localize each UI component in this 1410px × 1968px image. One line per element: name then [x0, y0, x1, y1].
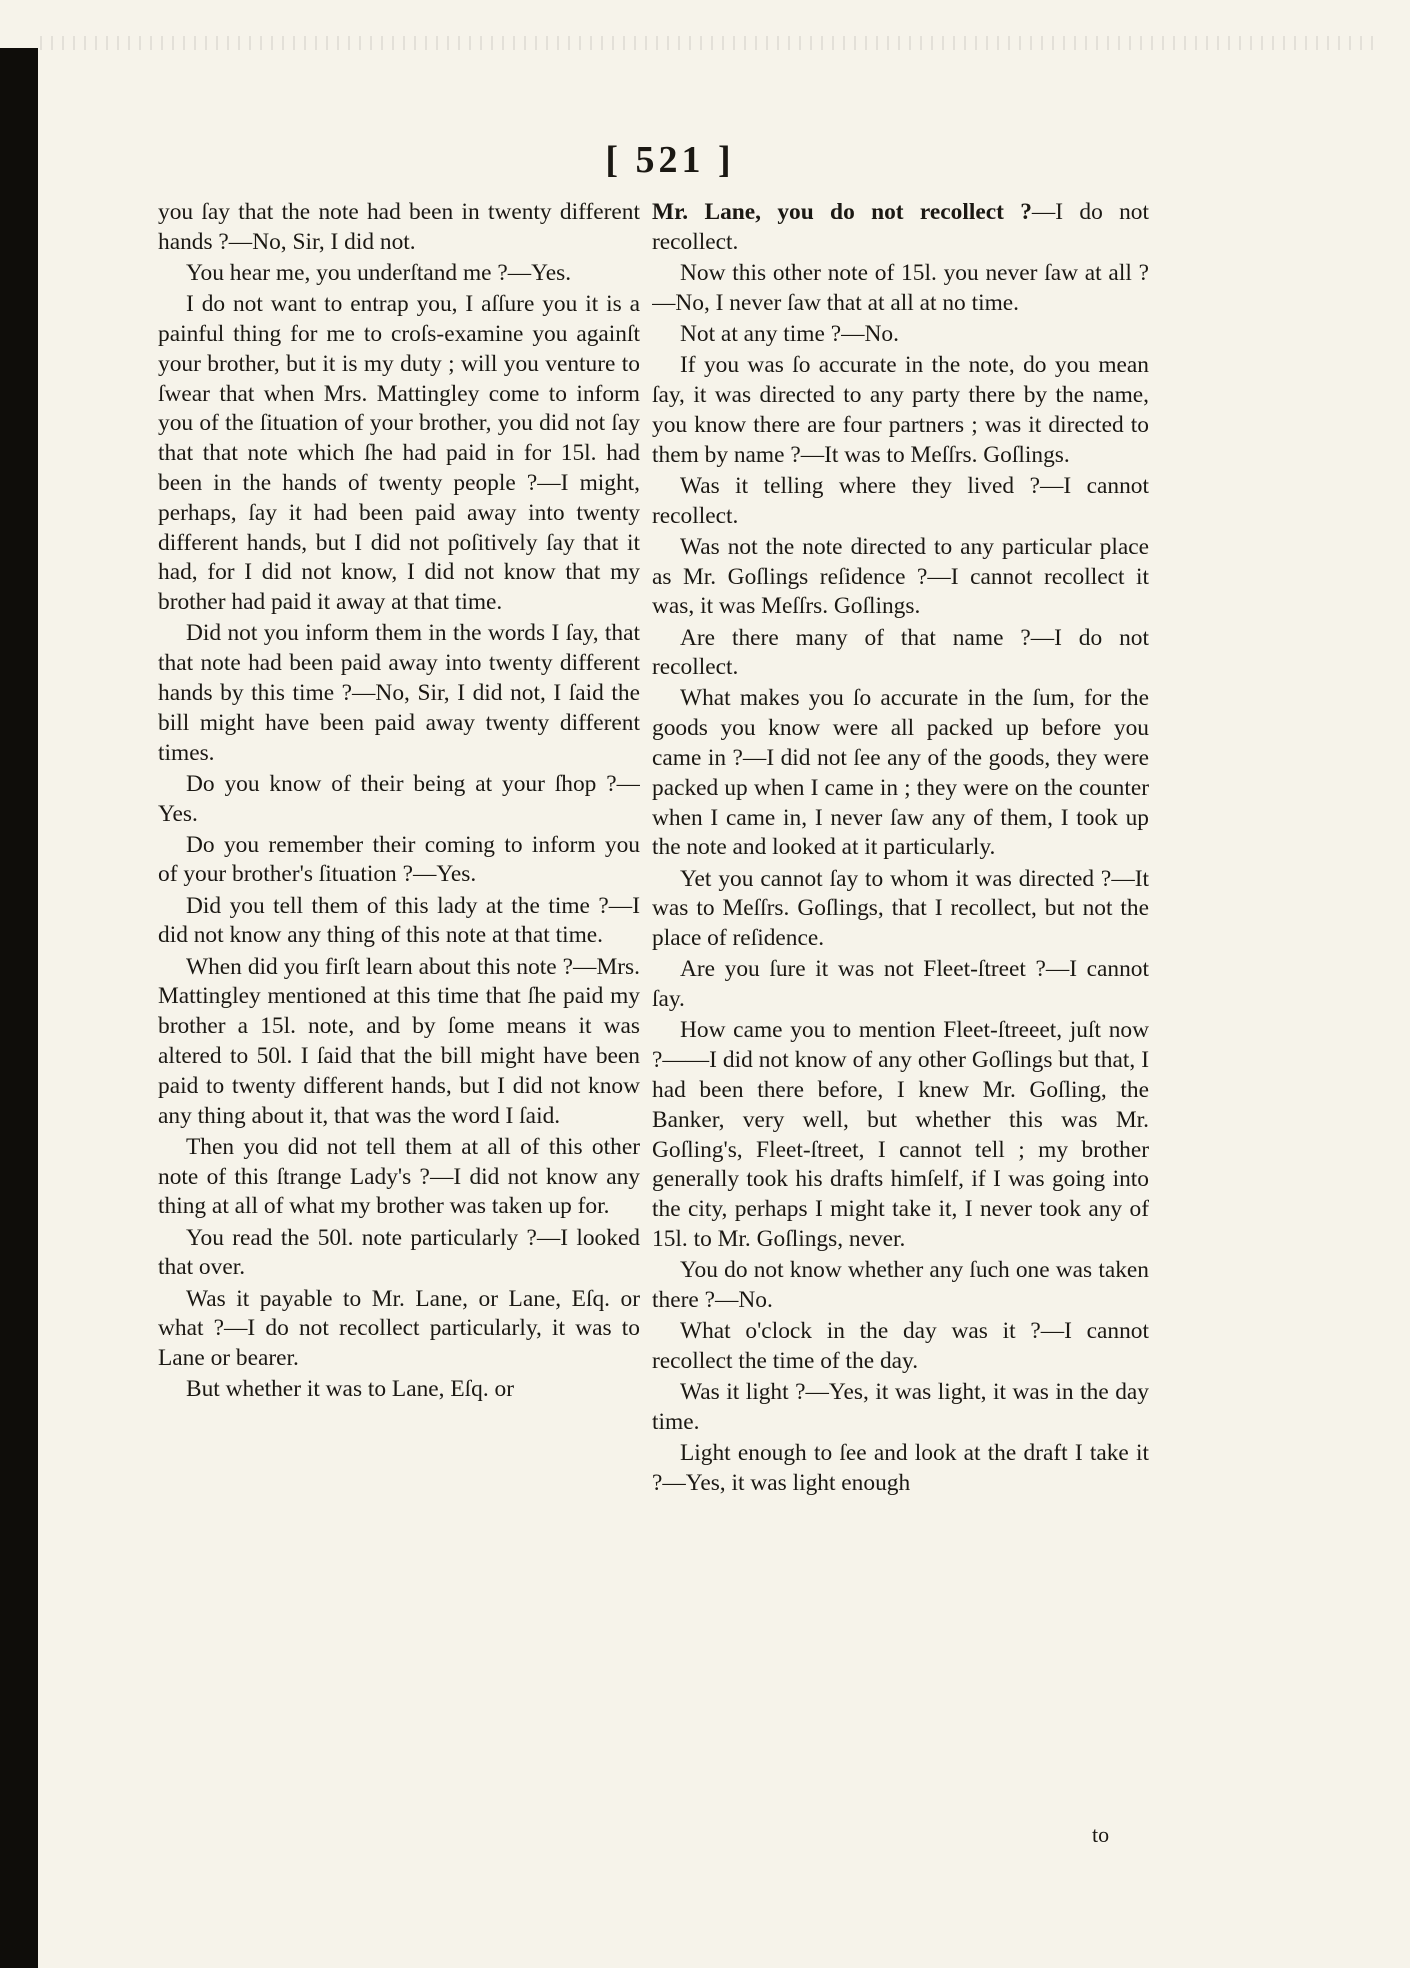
page-number-header: [ 521 ] [605, 139, 735, 181]
scan-noise [40, 36, 1380, 50]
right_column-paragraph: What makes you ſo accurate in the ſum, for the goods you know were all packed up before you came in ?—I did not ſee any of the goods, they were packed up when I came in ; they were on the counter when I came in, I never ſaw any of them, I took up the note and looked at it particularly. [652, 685, 1149, 861]
left_column-paragraph: Did not you inform them in the words I ſay, that that note had been paid away into twenty different hands by this time ?—No, Sir, I did not, I ſaid the bill might have been paid away twenty different times. [158, 620, 640, 766]
right_column-paragraph: Yet you cannot ſay to whom it was directed ?—It was to Meſſrs. Goſlings, that I recollect, but not the place of reſidence. [652, 865, 1149, 952]
right_column-paragraph: If you was ſo accurate in the note, do you mean ſay, it was directed to any party there by the name, you know there are four partners ; was it directed to them by name ?—It was to Meſſrs. Goſlings. [652, 352, 1149, 468]
left_column-paragraph: When did you firſt learn about this note ?—Mrs. Mattingley mentioned at this time that ſhe paid my brother a 15l. note, and by ſome means it was altered to 50l. I ſaid that the bill might have been paid to twenty different hands, but I did not know any thing about it, that was the word I ſaid. [158, 953, 640, 1129]
binding-shadow [0, 48, 38, 1968]
left_column-paragraph: Do you remember their coming to inform you of your brother's ſituation ?—Yes. [158, 831, 640, 888]
right_column-paragraph: Was it telling where they lived ?—I cannot recollect. [652, 472, 1149, 529]
left-text-column [158, 198, 640, 1888]
right_column-paragraph: How came you to mention Fleet-ſtreeet, juſt now ?——I did not know of any other Goſlings but that, I had been there before, I knew Mr. Goſling, the Banker, very well, but whether this was Mr. Goſling's, Fleet-ſtreet, I cannot tell ; my brother generally took his drafts himſelf, if I was going into the city, perhaps I might take it, I never took any of 15l. to Mr. Goſlings, never. [652, 1017, 1149, 1252]
left_column-paragraph: You read the 50l. note particularly ?—I looked that over. [158, 1224, 640, 1281]
right_column-paragraph: Are there many of that name ?—I do not recollect. [652, 624, 1149, 681]
right_column-paragraph: Was not the note directed to any particular place as Mr. Goſlings reſidence ?—I cannot recollect it was, it was Meſſrs. Goſlings. [652, 533, 1149, 620]
left_column-paragraph: Did you tell them of this lady at the time ?—I did not know any thing of this note at that time. [158, 892, 640, 949]
bold-lead: Mr. Lane, you do not recollect ? [652, 199, 1032, 225]
left_column-paragraph: But whether it was to Lane, Eſq. or [186, 1376, 515, 1403]
left_column-paragraph: Do you know of their being at your ſhop ?—Yes. [158, 770, 640, 827]
right_column-paragraph: Light enough to ſee and look at the draft I take it ?—Yes, it was light enough [652, 1440, 1149, 1496]
left_column-paragraph: I do not want to entrap you, I aſſure you it is a painful thing for me to croſs-examine you againſt your brother, but it is my duty ; will you venture to ſwear that when Mrs. Mattingley come to inform you of the ſituation of your brother, you did not ſay that that note which ſhe had paid in for 15l. had been in the hands of twenty people ?—I might, perhaps, ſay it had been paid away into twenty different hands, but I did not poſitively ſay that it had, for I did not know, I did not know that my brother had paid it away at that time. [158, 291, 640, 616]
right_column-paragraph: Are you ſure it was not Fleet-ſtreet ?—I cannot ſay. [652, 956, 1149, 1013]
right_column-paragraph: Was it light ?—Yes, it was light, it was in the day time. [652, 1379, 1149, 1435]
right_column-paragraph: You do not know whether any ſuch one was taken there ?—No. [652, 1257, 1149, 1313]
left_column-paragraph: Then you did not tell them at all of this other note of this ſtrange Lady's ?—I did not know any thing at all of what my brother was taken up for. [158, 1133, 640, 1220]
left_column-paragraph: You hear me, you underſtand me ?—Yes. [186, 259, 572, 286]
right_column-paragraph: What o'clock in the day was it ?—I cannot recollect the time of the day. [652, 1318, 1149, 1374]
right_column-paragraph: Mr. Lane, you do not recollect ?—I do not recollect. [652, 199, 1149, 255]
right-text-column [652, 198, 1149, 1888]
left_column-paragraph: Was it payable to Mr. Lane, or Lane, Eſq. or what ?—I do not recollect particularly, it was to Lane or bearer. [158, 1285, 640, 1372]
left_column-paragraph: you ſay that the note had been in twenty different hands ?—No, Sir, I did not. [158, 199, 640, 255]
right_column-paragraph: Not at any time ?—No. [680, 320, 899, 347]
right_column-paragraph: Now this other note of 15l. you never ſaw at all ?—No, I never ſaw that at all at no time. [652, 259, 1149, 316]
catchword: to [1092, 1822, 1110, 1847]
